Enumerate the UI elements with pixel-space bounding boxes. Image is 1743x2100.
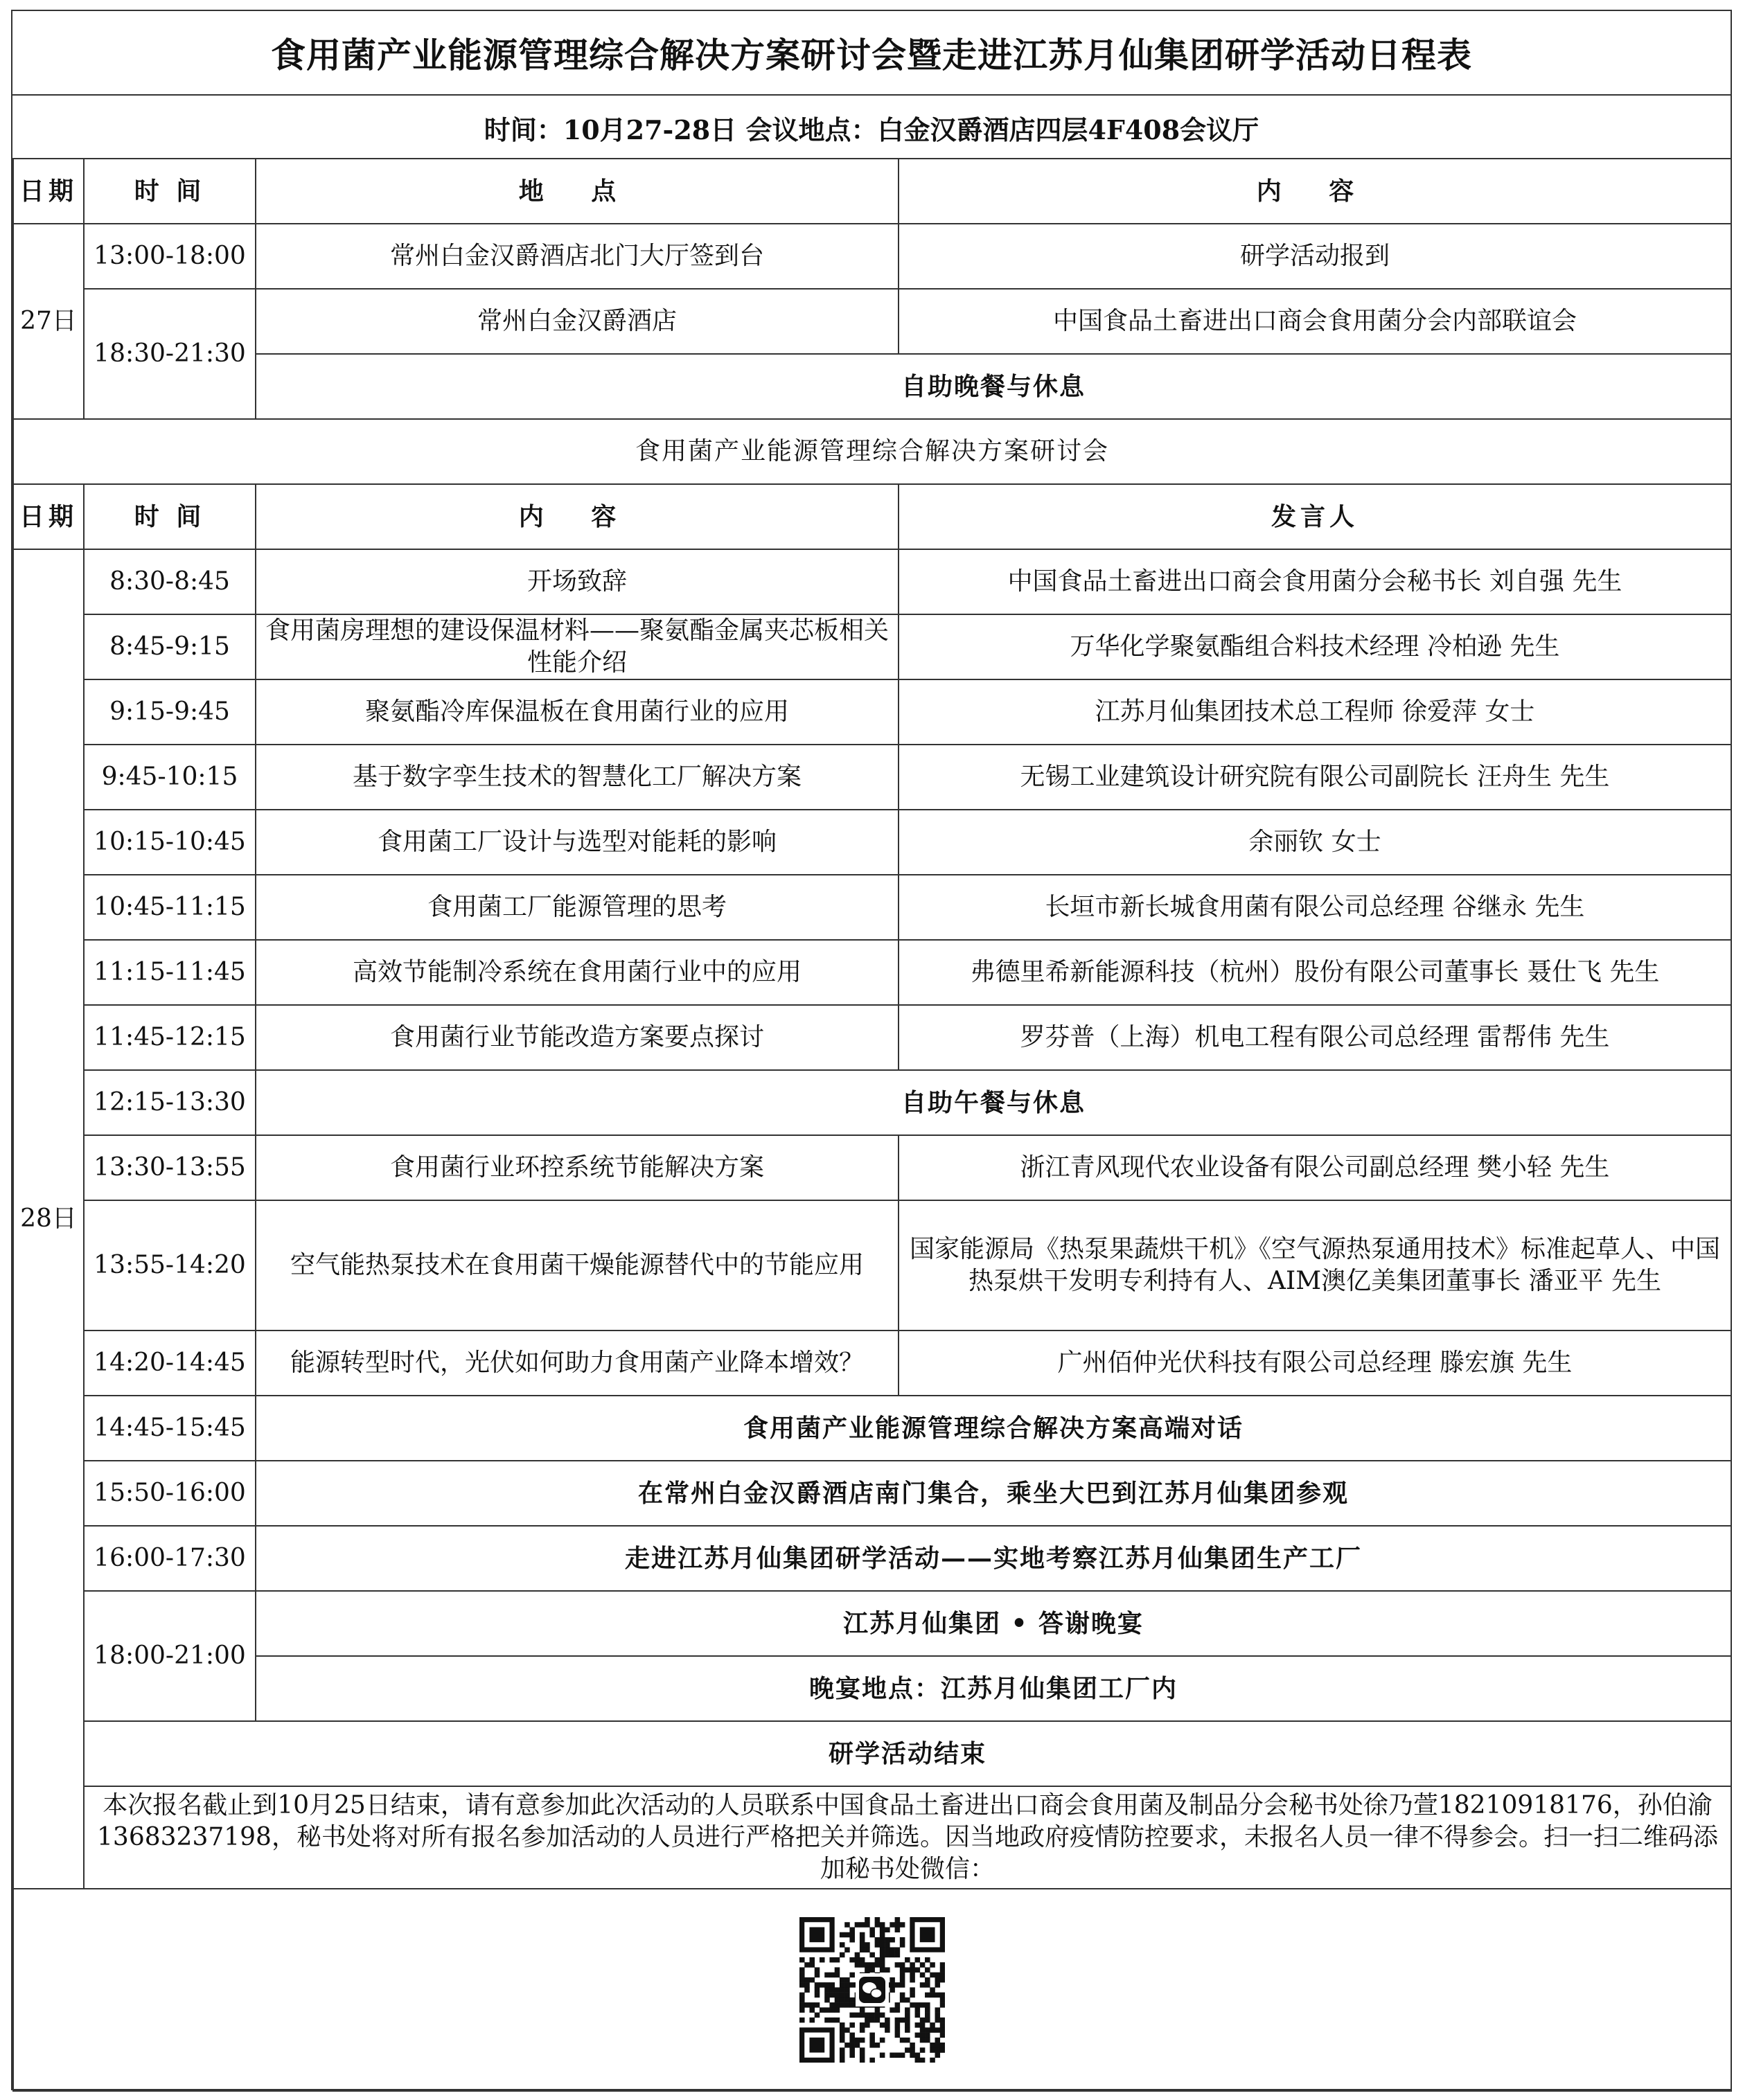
table-row <box>13 1526 1731 1591</box>
row-time: 16:00-17:30 <box>84 1526 256 1591</box>
row-time: 11:15-11:45 <box>84 940 256 1005</box>
row-content: 中国食品土畜进出口商会食用菌分会内部联谊会 <box>899 289 1731 354</box>
banquet-name: 江苏月仙集团 • 答谢晚宴 <box>256 1591 1731 1656</box>
day2-header-row <box>13 484 1731 549</box>
row-content: 基于数字孪生技术的智慧化工厂解决方案 <box>256 745 899 810</box>
header-content: 内 容 <box>256 484 899 549</box>
table-row <box>13 1331 1731 1396</box>
row-speaker: 浙江青风现代农业设备有限公司副总经理 樊小轻 先生 <box>899 1135 1731 1200</box>
qr-code-graphic <box>799 1917 945 2063</box>
row-speaker: 国家能源局《热泵果蔬烘干机》《空气源热泵通用技术》标准起草人、中国热泵烘干发明专利持有人、AIM澳亿美集团董事长 潘亚平 先生 <box>899 1200 1731 1331</box>
section-row <box>13 419 1731 484</box>
header-content: 内 容 <box>899 159 1731 224</box>
row-time: 14:20-14:45 <box>84 1331 256 1396</box>
notes-row <box>13 1786 1731 1889</box>
row-content: 食用菌工厂设计与选型对能耗的影响 <box>256 810 899 875</box>
event-content: 走进江苏月仙集团研学活动——实地考察江苏月仙集团生产工厂 <box>256 1526 1731 1591</box>
date-day2: 28日 <box>13 549 84 1889</box>
row-time: 14:45-15:45 <box>84 1396 256 1461</box>
lunch-break: 自助午餐与休息 <box>256 1070 1731 1135</box>
schedule-table <box>12 158 1732 2092</box>
table-row <box>13 745 1731 810</box>
row-content: 食用菌工厂能源管理的思考 <box>256 875 899 940</box>
wechat-qr-code-icon[interactable] <box>799 1917 945 2063</box>
qr-cell <box>13 1889 1731 2091</box>
row-content: 食用菌行业环控系统节能解决方案 <box>256 1135 899 1200</box>
table-row <box>13 1135 1731 1200</box>
row-speaker: 罗芬普（上海）机电工程有限公司总经理 雷帮伟 先生 <box>899 1005 1731 1070</box>
table-row <box>13 810 1731 875</box>
table-row <box>13 289 1731 354</box>
end-row <box>13 1721 1731 1786</box>
row-speaker: 万华化学聚氨酯组合料技术经理 冷柏逊 先生 <box>899 614 1731 679</box>
table-row <box>13 224 1731 289</box>
banquet-venue: 晚宴地点：江苏月仙集团工厂内 <box>256 1656 1731 1721</box>
page-title: 食用菌产业能源管理综合解决方案研讨会暨走进江苏月仙集团研学活动日程表 <box>12 11 1731 96</box>
table-row <box>13 679 1731 745</box>
row-content: 食用菌房理想的建设保温材料——聚氨酯金属夹芯板相关性能介绍 <box>256 614 899 679</box>
row-content: 开场致辞 <box>256 549 899 614</box>
table-row <box>13 614 1731 679</box>
header-speaker: 发言人 <box>899 484 1731 549</box>
header-time: 时 间 <box>84 484 256 549</box>
row-content: 能源转型时代，光伏如何助力食用菌产业降本增效？ <box>256 1331 899 1396</box>
event-content: 在常州白金汉爵酒店南门集合，乘坐大巴到江苏月仙集团参观 <box>256 1461 1731 1526</box>
date-day1: 27日 <box>13 224 84 419</box>
row-time: 10:15-10:45 <box>84 810 256 875</box>
row-content: 聚氨酯冷库保温板在食用菌行业的应用 <box>256 679 899 745</box>
row-time: 8:45-9:15 <box>84 614 256 679</box>
row-time: 8:30-8:45 <box>84 549 256 614</box>
schedule-document <box>11 10 1732 2090</box>
table-row <box>13 1396 1731 1461</box>
table-row <box>13 940 1731 1005</box>
table-row <box>13 354 1731 419</box>
table-row <box>13 1070 1731 1135</box>
row-time: 13:30-13:55 <box>84 1135 256 1200</box>
row-time: 11:45-12:15 <box>84 1005 256 1070</box>
day1-header-row <box>13 159 1731 224</box>
row-time: 18:00-21:00 <box>84 1591 256 1721</box>
table-row <box>13 549 1731 614</box>
row-place: 常州白金汉爵酒店 <box>256 289 899 354</box>
row-content: 食用菌行业节能改造方案要点探讨 <box>256 1005 899 1070</box>
header-place: 地 点 <box>256 159 899 224</box>
row-time: 12:15-13:30 <box>84 1070 256 1135</box>
table-row <box>13 1461 1731 1526</box>
registration-notes: 本次报名截止到10月25日结束，请有意参加此次活动的人员联系中国食品土畜进出口商会食用菌及制品分会秘书处徐乃萱18210918176，孙伯渝13683237198，秘书处将对所有报名参加活动的人员进行严格把关并筛选。因当地政府疫情防控要求，未报名人员一律不得参会。扫一扫二维码添加秘书处微信： <box>84 1786 1731 1889</box>
row-speaker: 弗德里希新能源科技（杭州）股份有限公司董事长 聂仕飞 先生 <box>899 940 1731 1005</box>
dinner-break: 自助晚餐与休息 <box>256 354 1731 419</box>
row-time: 10:45-11:15 <box>84 875 256 940</box>
meeting-info: 时间：10月27-28日 会议地点：白金汉爵酒店四层4F408会议厅 <box>484 114 1259 145</box>
table-row <box>13 1656 1731 1721</box>
table-row <box>13 875 1731 940</box>
table-row <box>13 1591 1731 1656</box>
row-speaker: 江苏月仙集团技术总工程师 徐爱萍 女士 <box>899 679 1731 745</box>
row-time: 15:50-16:00 <box>84 1461 256 1526</box>
row-time: 18:30-21:30 <box>84 289 256 419</box>
qr-row <box>13 1889 1731 2091</box>
table-row <box>13 1200 1731 1331</box>
seminar-title: 食用菌产业能源管理综合解决方案研讨会 <box>13 419 1731 484</box>
row-time: 9:15-9:45 <box>84 679 256 745</box>
row-speaker: 广州佰仲光伏科技有限公司总经理 滕宏旗 先生 <box>899 1331 1731 1396</box>
header-date: 日期 <box>13 484 84 549</box>
row-content: 高效节能制冷系统在食用菌行业中的应用 <box>256 940 899 1005</box>
row-content: 研学活动报到 <box>899 224 1731 289</box>
header-time: 时 间 <box>84 159 256 224</box>
row-speaker: 余丽钦 女士 <box>899 810 1731 875</box>
row-content: 空气能热泵技术在食用菌干燥能源替代中的节能应用 <box>256 1200 899 1331</box>
row-speaker: 中国食品土畜进出口商会食用菌分会秘书长 刘自强 先生 <box>899 549 1731 614</box>
row-time: 13:55-14:20 <box>84 1200 256 1331</box>
row-speaker: 长垣市新长城食用菌有限公司总经理 谷继永 先生 <box>899 875 1731 940</box>
row-time: 13:00-18:00 <box>84 224 256 289</box>
table-row <box>13 1005 1731 1070</box>
header-date: 日期 <box>13 159 84 224</box>
end-text: 研学活动结束 <box>84 1721 1731 1786</box>
row-speaker: 无锡工业建筑设计研究院有限公司副院长 汪舟生 先生 <box>899 745 1731 810</box>
row-time: 9:45-10:15 <box>84 745 256 810</box>
row-place: 常州白金汉爵酒店北门大厅签到台 <box>256 224 899 289</box>
event-content: 食用菌产业能源管理综合解决方案高端对话 <box>256 1396 1731 1461</box>
